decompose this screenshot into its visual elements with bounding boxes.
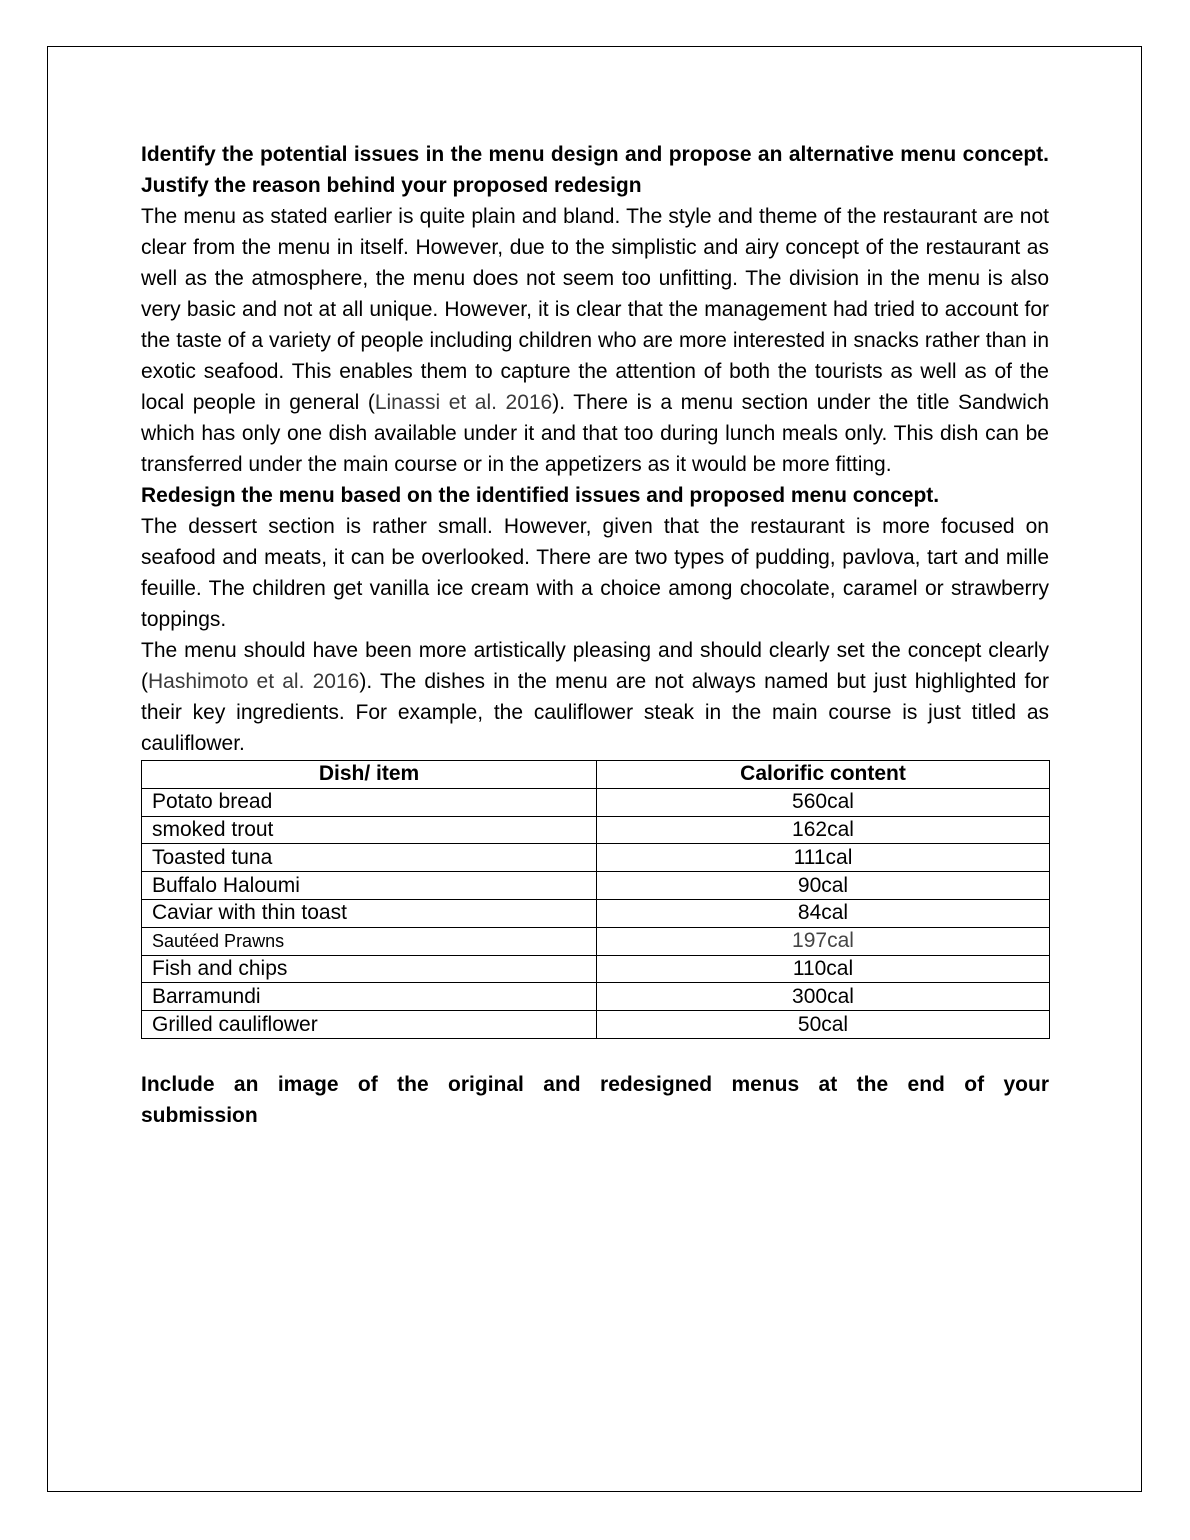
dish-cell: Barramundi (142, 983, 597, 1011)
table-row (142, 955, 1050, 983)
column-header-dish: Dish/ item (142, 761, 597, 789)
table-row (142, 927, 1050, 955)
calorie-cell: 162cal (597, 816, 1050, 844)
dish-cell: Caviar with thin toast (142, 899, 597, 927)
table-row (142, 872, 1050, 900)
calorie-cell: 84cal (597, 899, 1050, 927)
section1-paragraph (141, 201, 1049, 480)
dish-cell: Sautéed Prawns (142, 927, 597, 955)
calorie-cell: 111cal (597, 844, 1050, 872)
section3-heading-line2: submission (141, 1103, 258, 1127)
section3-heading (141, 1069, 1049, 1131)
calorie-cell: 560cal (597, 788, 1050, 816)
calorie-cell: 110cal (597, 955, 1050, 983)
section2-text-b: ). The dishes in the menu are not always named but just highlighted for their key ingredients. For example, the cauliflower steak in the main course is just titled as cauliflower. (141, 670, 1049, 755)
table-row (142, 899, 1050, 927)
calorie-cell: 90cal (597, 872, 1050, 900)
table-header-row (142, 761, 1050, 789)
section2-paragraph-1: The dessert section is rather small. However, given that the restaurant is more focused on seafood and meats, it can be overlooked. There are two types of pudding, pavlova, tart and mille feuille. The children get vanilla ice cream with a choice among chocolate, caramel or strawberry toppings. (141, 515, 1049, 631)
section2-text-a: The menu should have been more artistically pleasing and should clearly set the concept clearly ( (141, 639, 1049, 693)
dish-cell: Fish and chips (142, 955, 597, 983)
table-row (142, 983, 1050, 1011)
citation-hashimoto: Hashimoto et al. 2016 (148, 670, 360, 693)
citation-linassi: Linassi et al. 2016 (374, 391, 553, 414)
dish-cell: Potato bread (142, 788, 597, 816)
section2-heading: Redesign the menu based on the identified issues and proposed menu concept. (141, 484, 940, 507)
calorie-cell: 197cal (597, 927, 1050, 955)
section2-paragraph-2 (141, 635, 1049, 759)
table-row (142, 816, 1050, 844)
section1-text-a: The menu as stated earlier is quite plain and bland. The style and theme of the restaurant are not clear from the menu in itself. However, due to the simplistic and airy concept of the restaurant as well as the atmosphere, the menu does not seem too unfitting. The division in the menu is also very basic and not at all unique. However, it is clear that the management had tried to account for the taste of a variety of people including children who are more interested in snacks rather than in exotic seafood. This enables them to capture the attention of both the tourists as well as of the local people in general ( (141, 205, 1049, 414)
calorie-cell: 300cal (597, 983, 1050, 1011)
table-row (142, 1011, 1050, 1039)
section1-heading: Identify the potential issues in the menu design and propose an alternative menu concept. Justify the reason behind your proposed redesign (141, 143, 1049, 197)
section1-text-b: ). There is a menu section under the title Sandwich which has only one dish available under it and that too during lunch meals only. This dish can be transferred under the main course or in the appetizers as it would be more fitting. (141, 391, 1049, 476)
table-row (142, 788, 1050, 816)
document-content (141, 139, 1049, 1131)
dish-cell: Grilled cauliflower (142, 1011, 597, 1039)
section3-heading-line1: Include an image of the original and redesigned menus at the end of your (141, 1072, 1049, 1096)
dish-cell: Toasted tuna (142, 844, 597, 872)
table-row (142, 844, 1050, 872)
column-header-calories: Calorific content (597, 761, 1050, 789)
calorie-table (141, 760, 1050, 1039)
dish-cell: Buffalo Haloumi (142, 872, 597, 900)
dish-cell: smoked trout (142, 816, 597, 844)
calorie-cell: 50cal (597, 1011, 1050, 1039)
